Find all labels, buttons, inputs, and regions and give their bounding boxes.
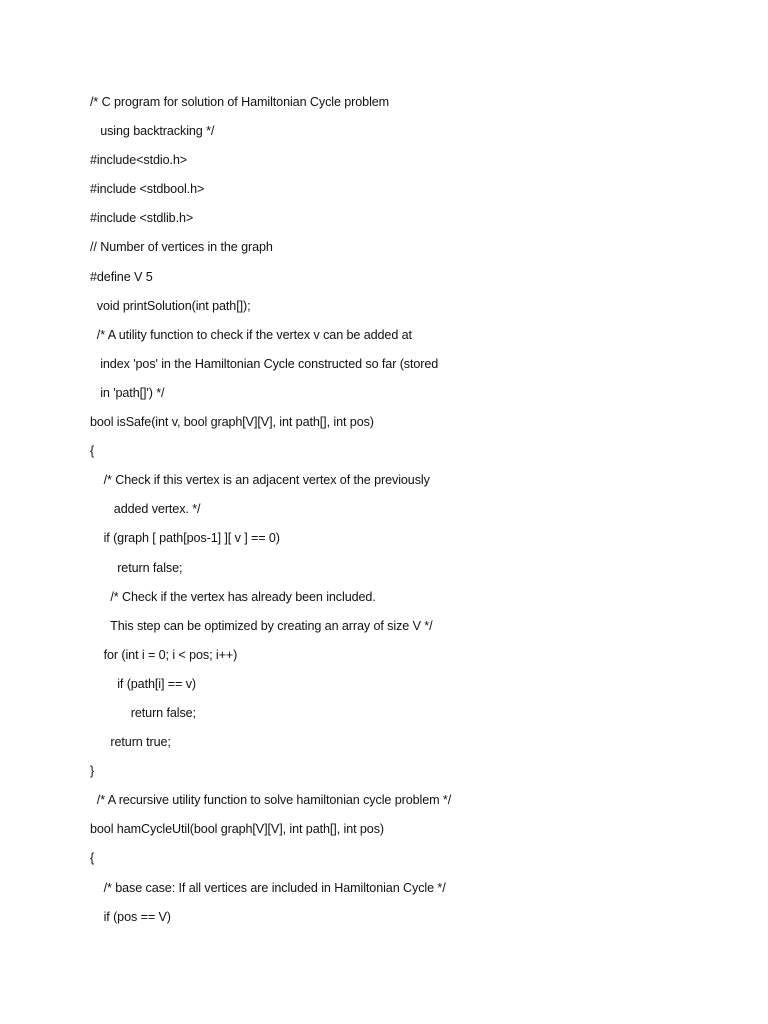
code-listing [90,92,730,936]
code-line: void printSolution(int path[]); [90,298,251,313]
code-line: return true; [90,735,171,750]
code-line: return false; [90,705,196,720]
code-line: /* A utility function to check if the vertex v can be added at [90,327,412,342]
code-line: if (path[i] == v) [90,676,196,691]
code-line: This step can be optimized by creating an array of size V */ [90,618,433,633]
code-line: /* C program for solution of Hamiltonian Cycle problem [90,95,390,109]
code-line: /* A recursive utility function to solve hamiltonian cycle problem */ [90,793,452,808]
code-line: if (graph [ path[pos-1] ][ v ] == 0) [90,531,280,546]
code-line: for (int i = 0; i < pos; i++) [90,647,238,662]
code-line: #include<stdio.h> [90,153,188,168]
code-line: /* Check if this vertex is an adjacent vertex of the previously [90,473,430,488]
code-line: #define V 5 [90,269,153,284]
code-line: #include <stdbool.h> [90,182,205,197]
code-line: in 'path[]') */ [90,385,165,400]
code-line: return false; [90,560,183,575]
code-line: { [90,444,95,459]
code-line: #include <stdlib.h> [90,211,194,226]
code-line: { [90,851,95,866]
code-line: bool hamCycleUtil(bool graph[V][V], int path[], int pos) [90,822,385,837]
code-line: using backtracking */ [90,124,215,139]
code-line: added vertex. */ [90,502,201,517]
code-line: // Number of vertices in the graph [90,240,273,255]
code-line: index 'pos' in the Hamiltonian Cycle constructed so far (stored [90,356,439,371]
code-line: } [90,764,95,779]
code-line: /* base case: If all vertices are included in Hamiltonian Cycle */ [90,880,446,895]
code-line: /* Check if the vertex has already been included. [90,589,376,604]
code-line: bool isSafe(int v, bool graph[V][V], int path[], int pos) [90,415,374,430]
code-line: if (pos == V) [90,909,171,924]
